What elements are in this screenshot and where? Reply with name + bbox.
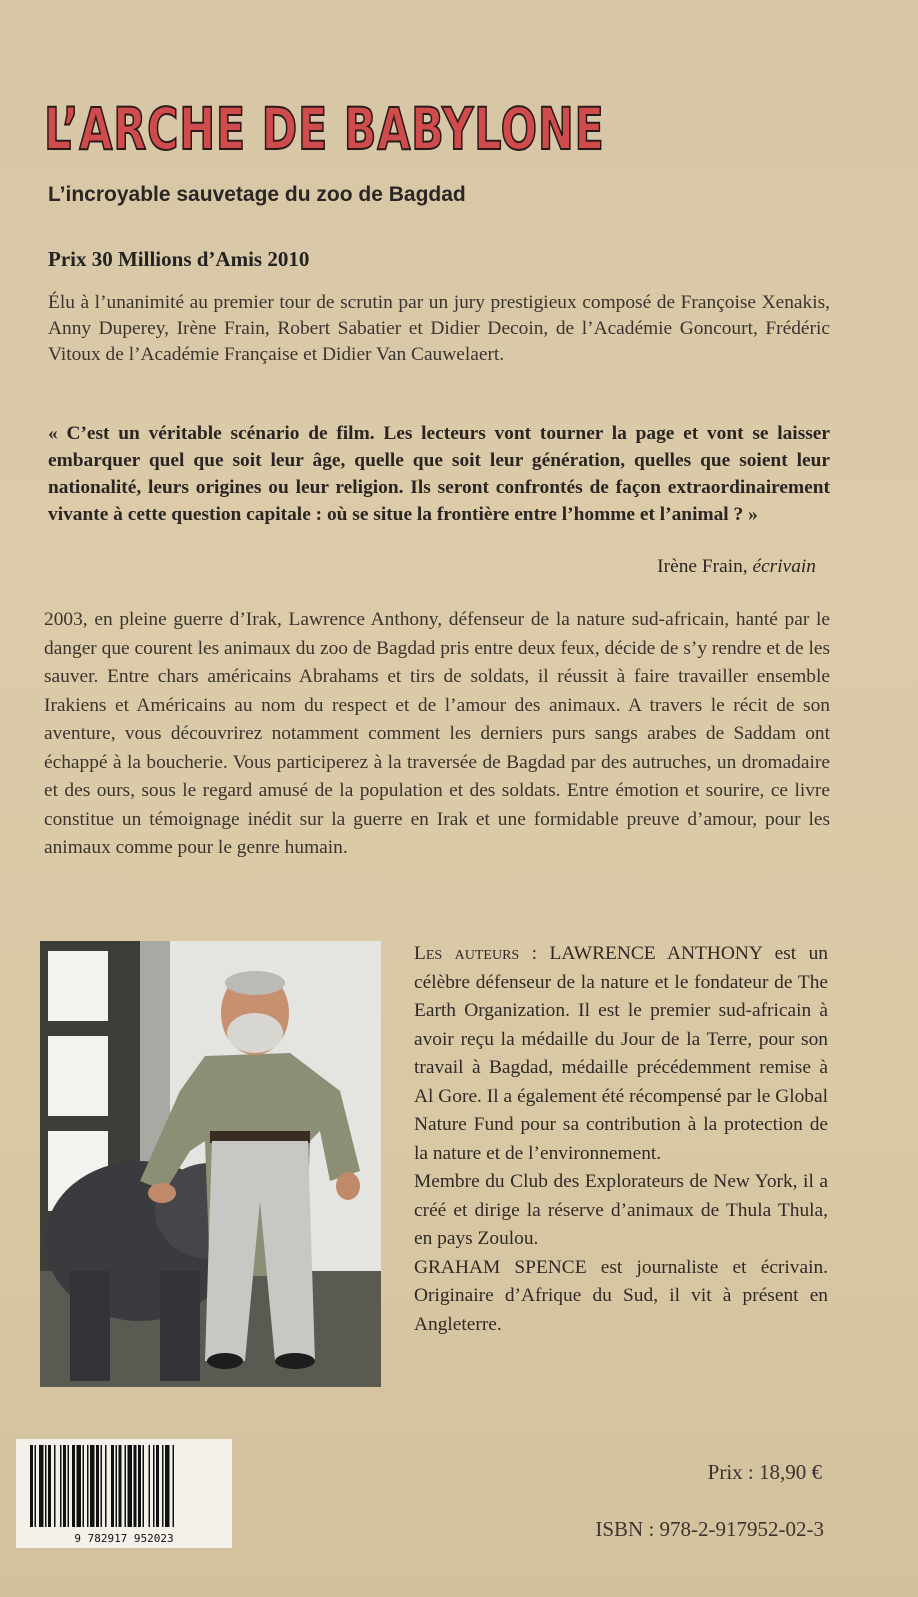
jury-paragraph: Élu à l’unanimité au premier tour de scrutin par un jury prestigieux composé de Françoise Xenakis, Anny Duperey, Irène Frain, Robert Sabatier et Didier Decoin, de l’Académie Goncourt, Frédéric Vitoux de l’Académie Française et Didier Van Cauwelaert. (48, 292, 830, 365)
barcode-stripe (83, 1445, 85, 1527)
authors-text-spence: GRAHAM SPENCE est journaliste et écrivain. Originaire d’Afrique du Sud, il vit à présent en Angleterre. (414, 1256, 828, 1335)
barcode-stripe (153, 1445, 155, 1527)
barcode-stripe (165, 1445, 170, 1527)
barcode-stripe (48, 1445, 51, 1527)
quote-role: écrivain (752, 556, 816, 577)
author-photo-illustration (40, 941, 381, 1387)
barcode-stripe (30, 1445, 33, 1527)
isbn: ISBN : 978-2-917952-02-3 (595, 1517, 824, 1541)
barcode-stripe (87, 1445, 89, 1527)
barcode-stripe (128, 1445, 133, 1527)
barcode-stripe (39, 1445, 44, 1527)
prize-line: Prix 30 Millions d’Amis 2010 (48, 247, 310, 271)
authors-label: Les auteurs : (414, 943, 550, 964)
barcode-stripe (134, 1445, 137, 1527)
barcode-stripe (162, 1445, 164, 1527)
barcode-stripe (111, 1445, 114, 1527)
authors-text-club: Membre du Club des Explorateurs de New York, il a créé et dirige la réserve d’animaux de Thula Thula, en pays Zoulou. (414, 1171, 828, 1249)
barcode-stripe (68, 1445, 70, 1527)
price: Prix : 18,90 € (707, 1460, 822, 1484)
barcode-stripe (149, 1445, 151, 1527)
barcode-stripe (119, 1445, 122, 1527)
author-photo (40, 941, 381, 1387)
barcode-stripe (60, 1445, 62, 1527)
barcode-stripe (143, 1445, 145, 1527)
authors-text-anthony: LAWRENCE ANTHONY est un célèbre défenseur de la nature et le fondateur de The Earth Organization. Il est le premier sud-africain à avoir reçu la médaille du Jour de la Terre, pour son travail à Bagdad, médaille précédemment remise à Al Gore. Il a également été récompensé par le Global Nature Fund pour sa contribution à la protection de la nature et de l’environnement. (414, 943, 828, 1164)
barcode-stripe (125, 1445, 127, 1527)
barcode-stripe (101, 1445, 103, 1527)
quote-author: Irène Frain, (657, 556, 753, 577)
book-title: L’ARCHE DE BABYLONE (44, 95, 605, 163)
barcode-stripe (156, 1445, 159, 1527)
barcode-stripe (105, 1445, 107, 1527)
authors-section (414, 940, 828, 1339)
barcode-digits: 9 782917 952023 (74, 1532, 174, 1545)
barcode-stripe (116, 1445, 118, 1527)
barcode-stripe (90, 1445, 95, 1527)
barcode-stripe (173, 1445, 175, 1527)
book-subtitle: L’incroyable sauvetage du zoo de Bagdad (48, 183, 466, 206)
quote-attribution (657, 556, 816, 578)
synopsis-paragraph: 2003, en pleine guerre d’Irak, Lawrence Anthony, défenseur de la nature sud-africain, hanté par le danger que courent les animaux du zoo de Bagdad pris entre deux feux, décide de s’y rendre et de les sauver. Entre chars américains Abrahams et tirs de soldats, il réussit à faire travailler ensemble Irakiens et Américains au nom du respect et de l’amour des animaux. A travers le récit de son aventure, vous découvrirez notamment comment les derniers purs sangs arabes de Saddam ont échappé à la boucherie. Vous participerez à la traversée de Bagdad par des autruches, un dromadaire et des ours, sous le regard amusé de la population et des soldats. Entre émotion et sourire, ce livre constitue un témoignage inédit sur la guerre en Irak et une formidable preuve d’amour, pour les animaux comme pour le genre humain. (44, 609, 830, 858)
barcode-stripe (72, 1445, 75, 1527)
barcode-stripe (138, 1445, 141, 1527)
barcode-stripe (96, 1445, 99, 1527)
barcode-stripe (45, 1445, 47, 1527)
barcode-bars (16, 1439, 232, 1548)
barcode-stripe (63, 1445, 66, 1527)
barcode-stripe (77, 1445, 82, 1527)
barcode (16, 1439, 232, 1548)
barcode-stripe (54, 1445, 56, 1527)
review-quote: « C’est un véritable scénario de film. Les lecteurs vont tourner la page et vont se laisser embarquer quel que soit leur âge, quelle que soit leur génération, quelles que soient leur nationalité, leurs origines ou leur religion. Ils seront confrontés de façon extraordinairement vivante à cette question capitale : où se situe la frontière entre l’homme et l’animal ? » (48, 423, 830, 525)
barcode-stripe (35, 1445, 37, 1527)
